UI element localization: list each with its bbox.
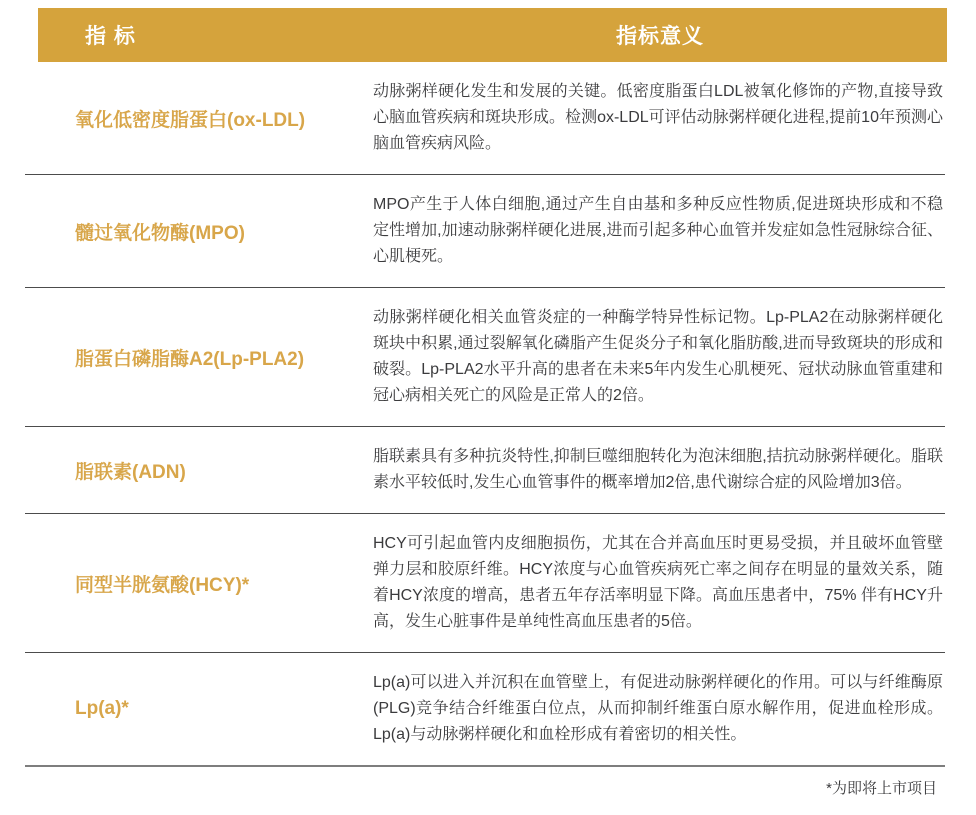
indicator-meaning: 动脉粥样硬化发生和发展的关键。低密度脂蛋白LDL被氧化修饰的产物,直接导致心脑血管疾病和斑块形成。检测ox-LDL可评估动脉粥样硬化进程,提前10年预测心脑血管疾病风险。 bbox=[373, 83, 943, 152]
indicator-table bbox=[25, 62, 945, 767]
indicator-meaning: HCY可引起血管内皮细胞损伤，尤其在合并高血压时更易受损，并且破坏血管壁弹力层和胶原纤维。HCY浓度与心血管疾病死亡率之间存在明显的量效关系，随着HCY浓度的增高，患者五年存活率明显下降。高血压患者中，75% 伴有HCY升高，发生心脏事件是单纯性高血压患者的5倍。 bbox=[373, 535, 943, 630]
footnote: *为即将上市项目 bbox=[826, 780, 937, 797]
table-row-lp-pla2 bbox=[25, 288, 945, 427]
indicator-meaning: Lp(a)可以进入并沉积在血管壁上，有促进动脉粥样硬化的作用。可以与纤维酶原(PLG)竞争结合纤维蛋白位点，从而抑制纤维蛋白原水解作用，促进血栓形成。Lp(a)与动脉粥样硬化和血栓形成有着密切的相关性。 bbox=[373, 674, 943, 743]
table-row-ox-ldl bbox=[25, 62, 945, 175]
indicator-name: 同型半胱氨酸(HCY)* bbox=[75, 574, 250, 596]
table-row-mpo bbox=[25, 175, 945, 288]
indicator-meaning: MPO产生于人体白细胞,通过产生自由基和多种反应性物质,促进斑块形成和不稳定性增加,加速动脉粥样硬化进展,进而引起多种心血管并发症如急性冠脉综合征、心肌梗死。 bbox=[373, 196, 943, 265]
table-header bbox=[38, 8, 947, 62]
table-row-adn bbox=[25, 427, 945, 514]
indicator-name: 髓过氧化物酶(MPO) bbox=[75, 222, 245, 244]
indicator-name: 脂联素(ADN) bbox=[75, 461, 186, 483]
indicator-name: 脂蛋白磷脂酶A2(Lp-PLA2) bbox=[75, 348, 305, 370]
indicator-meaning: 动脉粥样硬化相关血管炎症的一种酶学特异性标记物。Lp-PLA2在动脉粥样硬化斑块中积累,通过裂解氧化磷脂产生促炎分子和氧化脂肪酸,进而导致斑块的形成和破裂。Lp-PLA2水平升高的患者在未来5年内发生心肌梗死、冠状动脉血管重建和冠心病相关死亡的风险是正常人的2倍。 bbox=[373, 309, 943, 404]
indicator-name: Lp(a)* bbox=[75, 698, 129, 719]
indicator-meaning: 脂联素具有多种抗炎特性,抑制巨噬细胞转化为泡沫细胞,拮抗动脉粥样硬化。脂联素水平较低时,发生心血管事件的概率增加2倍,患代谢综合症的风险增加3倍。 bbox=[373, 448, 943, 491]
table-row-hcy bbox=[25, 514, 945, 653]
header-indicator-column: 指 标 bbox=[85, 25, 136, 48]
indicator-name: 氧化低密度脂蛋白(ox-LDL) bbox=[75, 109, 306, 131]
header-meaning-column: 指标意义 bbox=[616, 25, 704, 48]
table-row-lpa bbox=[25, 653, 945, 767]
